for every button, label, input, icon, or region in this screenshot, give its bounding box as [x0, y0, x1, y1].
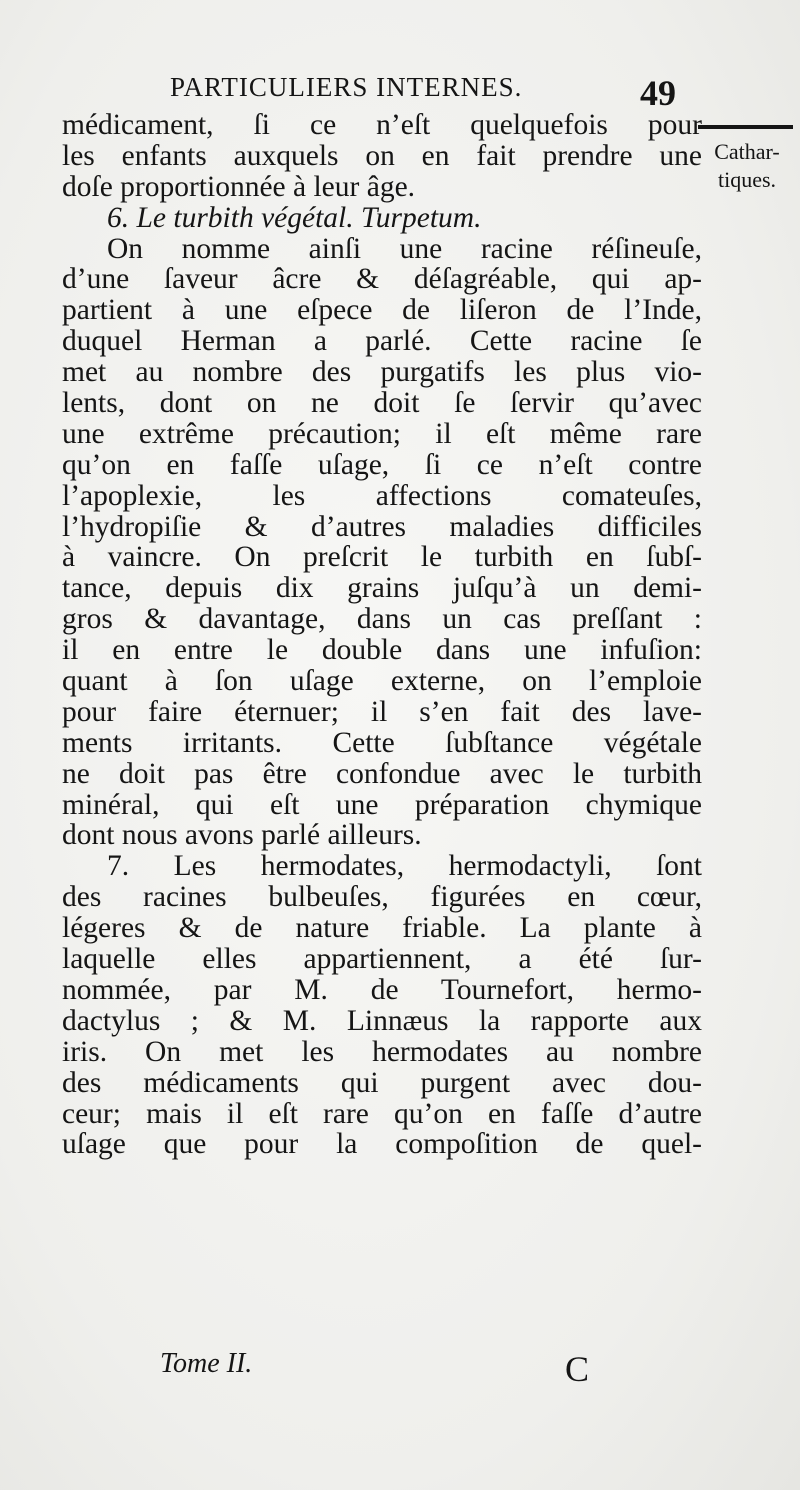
text-line: l’hydropiſie & d’autres maladies difficiles [62, 510, 702, 543]
text-line: légeres & de nature friable. La plante à [62, 912, 702, 945]
text-line: des racines bulbeuſes, figurées en cœur, [62, 881, 702, 914]
text-line: doſe proportionnée à leur âge. [62, 170, 416, 203]
text-line: met au nombre des purgatifs les plus vio- [62, 356, 702, 389]
text-line: à vaincre. On preſcrit le turbith en ſubſ- [62, 541, 702, 574]
volume-signature: Tome II. [160, 1348, 253, 1379]
text-line: laquelle elles appartiennent, a été ſur- [62, 943, 702, 976]
text-line: ceur; mais il eſt rare qu’on en faſſe d’autre [62, 1097, 702, 1130]
text-line: quant à ſon uſage externe, on l’emploie [62, 665, 702, 698]
text-line: une extrême précaution; il eſt même rare [62, 417, 702, 450]
text-line: dactylus ; & M. Linnæus la rapporte aux [62, 1004, 702, 1037]
text-line: pour faire éternuer; il s’en fait des lave- [62, 695, 702, 728]
text-line: duquel Herman a parlé. Cette racine ſe [62, 325, 702, 358]
gathering-mark: C [565, 1349, 590, 1389]
text-line: uſage que pour la compoſition de quel- [62, 1128, 702, 1161]
text-line: iris. On met les hermodates au nombre [62, 1035, 702, 1068]
text-line: ne doit pas être confondue avec le turbith [62, 757, 702, 790]
text-line: minéral, qui eſt une préparation chymique [62, 788, 702, 821]
text-line: partient à une eſpece de liſeron de l’Inde, [62, 294, 702, 327]
text-line: des médicaments qui purgent avec dou- [62, 1066, 702, 1099]
text-line: lents, dont on ne doit ſe ſervir qu’avec [62, 387, 702, 420]
body-text [62, 110, 702, 1160]
margin-rule [698, 125, 793, 129]
margin-note-line-1: Cathar- [714, 139, 780, 164]
section-heading: 6. Le turbith végétal. Turpetum. [107, 201, 482, 234]
text-line: les enfants auxquels on en fait prendre une [62, 139, 702, 172]
margin-note [698, 138, 796, 194]
page-number: 49 [640, 73, 676, 113]
margin-note-line-2: tiques. [717, 167, 777, 192]
text-line: qu’on en faſſe uſage, ſi ce n’eſt contre [62, 448, 702, 481]
running-head: PARTICULIERS INTERNES. [170, 72, 523, 102]
text-line: tance, depuis dix grains juſqu’à un demi- [62, 572, 702, 605]
text-line: d’une ſaveur âcre & déſagréable, qui ap- [62, 263, 702, 296]
text-line: nommée, par M. de Tournefort, hermo- [62, 973, 702, 1006]
text-line: il en entre le double dans une infuſion: [62, 634, 702, 667]
text-line: l’apoplexie, les affections comateuſes, [62, 479, 702, 512]
text-line: On nomme ainſi une racine réſineuſe, [107, 232, 702, 265]
section-heading: 7. Les hermodates, hermodactyli, ſont [107, 850, 702, 883]
text-line: ments irritants. Cette ſubſtance végétale [62, 726, 702, 759]
text-line: dont nous avons parlé ailleurs. [62, 819, 422, 852]
text-line: médicament, ſi ce n’eſt quelquefois pour [62, 109, 702, 141]
text-line: gros & davantage, dans un cas preſſant : [62, 603, 702, 636]
